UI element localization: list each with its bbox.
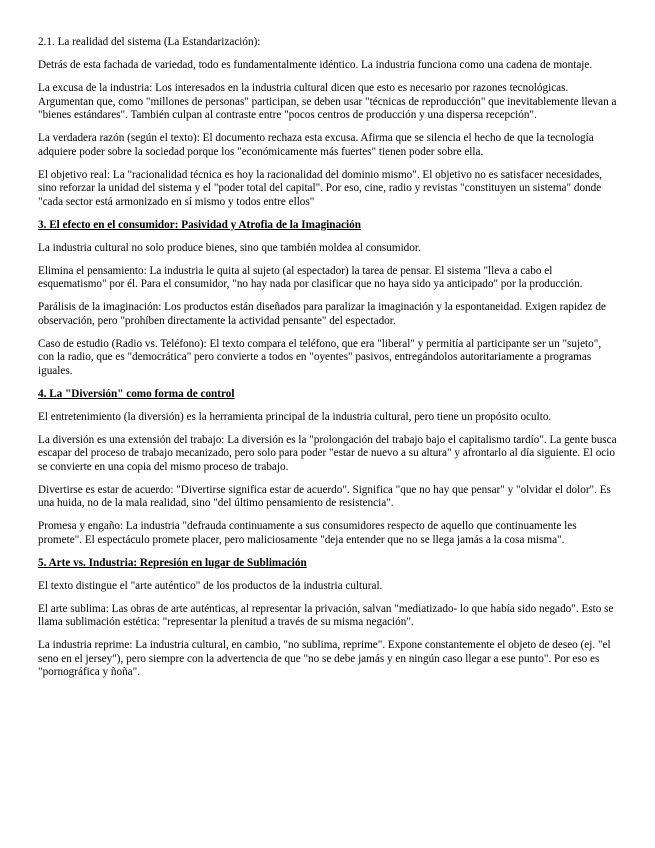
paragraph: Detrás de esta fachada de variedad, todo es fundamentalmente idéntico. La industria funciona como una cadena de montaje. — [38, 59, 593, 71]
paragraph: El texto distingue el "arte auténtico" de los productos de la industria cultural. — [38, 579, 383, 592]
paragraph: Caso de estudio (Radio vs. Teléfono): El texto compara el teléfono, que era "liberal" y permitía al participante ser un "sujeto", con la radio, que es "democrática" pero convierte a todos en "oyentes" pasivos, entregándolos autoritariamente a programas iguales. — [38, 337, 602, 377]
paragraph: La verdadera razón (según el texto): El documento rechaza esta excusa. Afirma que se silencia el hecho de que la tecnología adquiere poder sobre la sociedad porque los "económicamente más fuertes" tienen poder sobre ella. — [38, 132, 594, 158]
paragraph: Divertirse es estar de acuerdo: "Divertirse significa estar de acuerdo". Significa "que no hay que pensar" y "olvidar el dolor". Es una huida, no de la mala realidad, sino "del último pensamiento de resistencia". — [38, 483, 611, 509]
section-heading-5: 5. Arte vs. Industria: Represión en lugar de Sublimación — [38, 556, 307, 569]
section-heading-3: 3. El efecto en el consumidor: Pasividad y Atrofia de la Imaginación — [38, 218, 361, 231]
paragraph: El arte sublima: Las obras de arte auténticas, al representar la privación, salvan "mediatizado- lo que había sido negado". Esto se llama sublimación estética: "representar la plenitud a través de su misma negación". — [38, 602, 614, 628]
section-heading-4: 4. La "Diversión" como forma de control — [38, 387, 235, 400]
paragraph: El objetivo real: La "racionalidad técnica es hoy la racionalidad del dominio mismo". El objetivo no es satisfacer necesidades, sino reforzar la unidad del sistema y el "poder total del capital". Por eso, cine, radio y revistas "constituyen un sistema" donde "cada sector está armonizado en sí mismo y todos entre ellos" — [38, 168, 602, 208]
paragraph: Parálisis de la imaginación: Los productos están diseñados para paralizar la imaginación y la espontaneidad. Exigen rapidez de observación, pero "prohíben directamente la actividad pensante" del espectador. — [38, 301, 606, 327]
paragraph: El entretenimiento (la diversión) es la herramienta principal de la industria cultural, pero tiene un propósito oculto. — [38, 410, 552, 423]
paragraph: Elimina el pensamiento: La industria le quita al sujeto (al espectador) la tarea de pensar. El sistema "lleva a cabo el esquematismo" por él. Para el consumidor, "no hay nada por clasificar que no haya sido ya anticipado" por la producción. — [38, 264, 583, 290]
paragraph: La excusa de la industria: Los interesados en la industria cultural dicen que esto es necesario por razones tecnológicas. Argumentan que, como "millones de personas" participan, se deben usar "técnicas de reproducción" que inevitablemente llevan a "bienes estándares". También culpan al contraste entre "pocos centros de producción y una dispersa recepción". — [38, 82, 617, 121]
document-page — [38, 36, 618, 689]
paragraph: Promesa y engaño: La industria "defrauda continuamente a sus consumidores respecto de aquello que continuamente les promete". El espectáculo promete placer, pero maliciosamente "deja entender que no se llega jamás a la cosa misma". — [38, 520, 577, 546]
paragraph: La industria reprime: La industria cultural, en cambio, "no sublima, reprime". Expone constantemente el objeto de deseo (ej. "el seno en el jersey"), pero siempre con la advertencia de que "no se debe jamás y en ningún caso llegar a ese punto". Por eso es "pornográfica y ñoña". — [38, 639, 611, 678]
section-heading-2-1: 2.1. La realidad del sistema (La Estandarización): — [38, 36, 261, 48]
paragraph: La industria cultural no solo produce bienes, sino que también moldea al consumidor. — [38, 241, 421, 254]
paragraph: La diversión es una extensión del trabajo: La diversión es la "prolongación del trabajo bajo el capitalismo tardío". La gente busca escapar del proceso de trabajo mecanizado, pero solo para poder "estar de nuevo a su altura" y afrontarlo al día siguiente. El ocio se convierte en una copia del mismo proceso de trabajo. — [38, 433, 617, 473]
